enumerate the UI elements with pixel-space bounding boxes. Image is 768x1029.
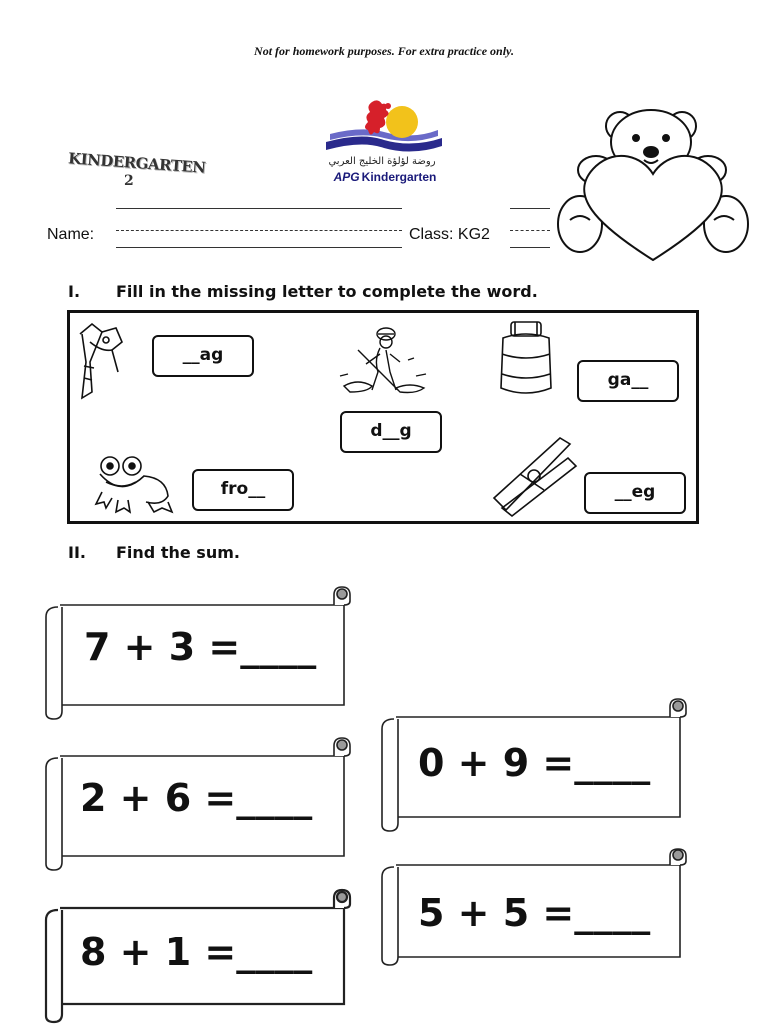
kindergarten-number: 2 [124, 173, 134, 189]
word-box-2[interactable]: ga__ [577, 360, 679, 402]
word-box-1[interactable]: __ag [152, 335, 254, 377]
class-label [409, 226, 490, 244]
name-input-line[interactable] [116, 247, 402, 248]
sum-problem-2[interactable]: 2 + 6 =____ [80, 776, 313, 820]
sum-problem-4[interactable]: 0 + 9 =____ [418, 741, 651, 785]
bag-image [72, 322, 128, 400]
section-2-instruction: Find the sum. [116, 543, 240, 562]
sum-scroll-2 [44, 736, 356, 872]
sum-scroll-5 [380, 847, 692, 967]
gas-cylinder-image [495, 320, 557, 400]
logo-brand: APG [333, 170, 360, 184]
section-1-number: I. [68, 282, 81, 301]
kindergarten-title: KINDERGARTEN [67, 149, 207, 177]
class-label-text: Class: [409, 226, 454, 243]
sum-scroll-1 [44, 585, 356, 721]
name-label: Name: [47, 226, 95, 243]
name-line-top [116, 208, 402, 209]
word-box-4[interactable]: fro__ [192, 469, 294, 511]
section-2-heading [68, 543, 240, 562]
logo-arabic-name: روضة لؤلؤة الخليج العربي [328, 156, 436, 167]
class-value: KG2 [457, 226, 490, 243]
section-1-instruction: Fill in the missing letter to complete the word. [116, 282, 538, 301]
section-2-number: II. [68, 543, 86, 562]
word-box-3[interactable]: d__g [340, 411, 442, 453]
school-logo-icon [322, 98, 446, 158]
sum-scroll-3 [44, 888, 356, 1024]
section-1-heading [68, 282, 538, 301]
name-dashed-line [116, 230, 402, 231]
logo-english-name [320, 170, 450, 184]
worksheet-notice: Not for homework purposes. For extra practice only. [254, 44, 514, 58]
frog-image [92, 452, 178, 516]
clothes-peg-image [490, 434, 580, 520]
digging-man-image [338, 320, 430, 400]
class-dashed-line [510, 230, 550, 231]
sum-problem-3[interactable]: 8 + 1 =____ [80, 930, 313, 974]
class-line-top [510, 208, 550, 209]
sum-scroll-4 [380, 697, 692, 833]
class-input-line[interactable] [510, 247, 550, 248]
logo-name: Kindergarten [361, 170, 437, 184]
teddy-bear-heart-image [556, 104, 752, 264]
sum-problem-5[interactable]: 5 + 5 =____ [418, 891, 651, 935]
word-box-5[interactable]: __eg [584, 472, 686, 514]
sum-problem-1[interactable]: 7 + 3 =____ [84, 625, 317, 669]
